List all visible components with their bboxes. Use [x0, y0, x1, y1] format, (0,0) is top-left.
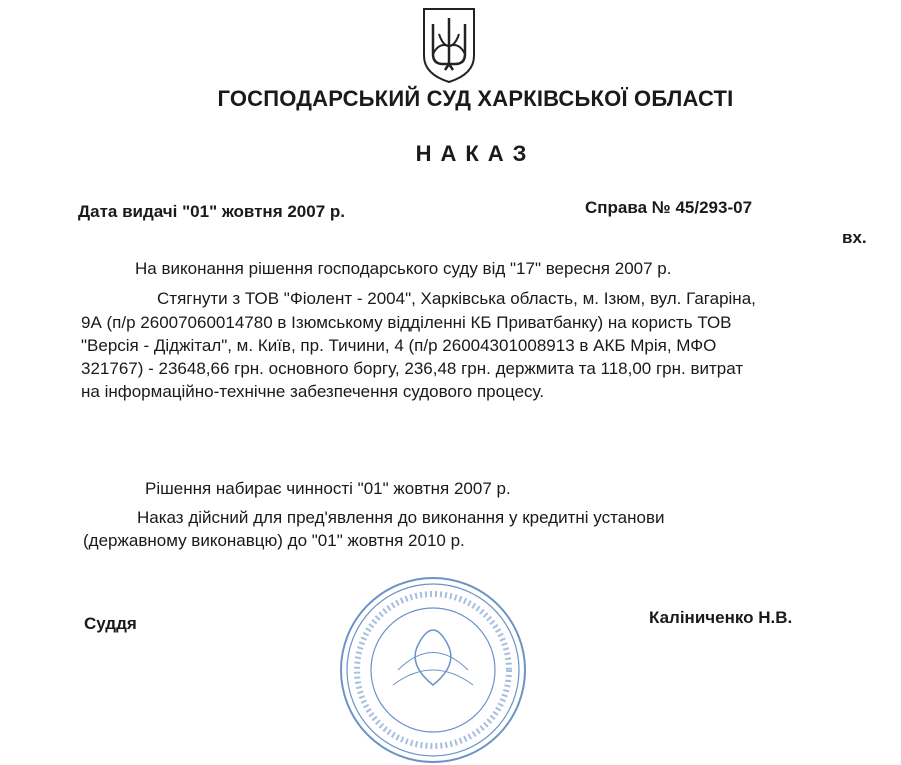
court-seal-icon — [338, 575, 528, 765]
order-line-2: 9А (п/р 26007060014780 в Ізюмському відділенні КБ Приватбанку) на користь ТОВ — [81, 313, 732, 332]
validity-line-2: (державному виконавцю) до "01" жовтня 2010 р. — [83, 531, 465, 550]
order-line-4: 321767) - 23648,66 грн. основного боргу, 236,48 грн. держмита та 118,00 грн. витрат — [81, 359, 744, 378]
coat-of-arms-trident-icon — [421, 6, 477, 84]
order-line-1: Стягнути з ТОВ "Фіолент - 2004", Харківська область, м. Ізюм, вул. Гагаріна, — [157, 289, 756, 308]
court-name: ГОСПОДАРСЬКИЙ СУД ХАРКІВСЬКОЇ ОБЛАСТІ — [217, 86, 734, 111]
validity-line-1: Наказ дійсний для пред'явлення до виконання у кредитні установи — [137, 508, 665, 527]
judge-name: Каліниченко Н.В. — [649, 608, 793, 627]
order-line-5: на інформаційно-технічне забезпечення судового процесу. — [81, 382, 545, 401]
incoming-mark: вх. — [842, 228, 867, 247]
judge-label: Суддя — [84, 614, 137, 633]
order-line-3: "Версія - Діджітал", м. Київ, пр. Тичини, 4 (п/р 26004301008913 в АКБ Мрія, МФО — [81, 336, 717, 355]
effective-date: Рішення набирає чинності "01" жовтня 2007 р. — [145, 479, 511, 498]
issue-date: Дата видачі "01" жовтня 2007 р. — [78, 202, 345, 221]
paragraph-decision: На виконання рішення господарського суду від "17" вересня 2007 р. — [135, 259, 672, 278]
case-number: Справа № 45/293-07 — [585, 198, 753, 217]
document-title: НАКАЗ — [415, 141, 536, 166]
